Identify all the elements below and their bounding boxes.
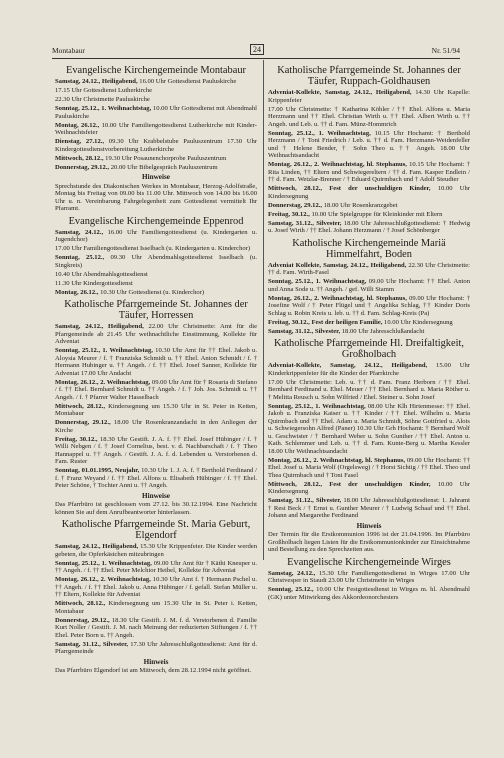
service-entry — [55, 560, 257, 575]
entry-date: Freitag, 30.12., — [55, 435, 98, 443]
entry-text: 10.30 Uhr Gottesdienst (u. Kinderchor) — [98, 288, 205, 296]
entry-date: Montag, 26.12., 2. Weihnachtstag, hl. Stephanus, — [268, 161, 407, 168]
entry-date: Sonntag, 25.12., 1. Weihnachtstag, — [268, 278, 367, 285]
entry-date: Mittwoch, 28.12., — [55, 154, 104, 162]
service-entry — [268, 220, 470, 235]
entry-date: Sonntag, 25.12., 1. Weihnachtstag, — [268, 402, 366, 410]
service-entry — [55, 419, 257, 434]
entry-text: 09.30 Uhr Krabbelstube Pauluszentrum 17.30 Uhr Kindergottesdienstvorbereitung Lutherkirche — [55, 138, 257, 153]
service-entry — [55, 245, 257, 253]
parish-section — [55, 216, 257, 297]
service-entry — [55, 576, 257, 599]
entry-date: Sonntag, 25.12., — [268, 586, 314, 593]
entry-text: 18.30 Uhr Gestift. J. M. f. d. Verstorbenen d. Familie Kurt Noller / Gestift. J. M. nach Meinung der reduzierten Stiftungen / f. †† Ehel. Peter Born u. †† Angeh. — [55, 616, 257, 639]
entry-text: 10.30 Uhr Amt für †† Ehel. Jakob u. Aloysia Meurer / f. † Franziska Schmidt u. †† Ehel. Anton Schmidt / f. † Hermann Hubinger u. †† Angeh. / f. †† Ehel. Josef Sanner, Kollekte für Adveniat 17.00 Uhr Andacht — [55, 347, 257, 377]
notice-text: Sprechstunde des Diakonischen Werkes in Montabaur, Herzog-Adolfstraße, Montag bis Freitag von 09.00 bis 11.00 Uhr. Mittwoch von 14.00 bis 16.00 Uhr u. n. Vereinbarung Fahrgelegenheit zum Gottesdienst vermittelt Ihr Pfarramt. — [55, 182, 257, 212]
entry-date: Sonntag, 25.12., — [55, 254, 105, 261]
parish-section — [268, 338, 470, 554]
entry-text: 10.15 Uhr Hochamt: † Rita Linden, †† Eltern und Schwiegereltern / †† d. Fam. Kasper Endlein / †† d. Fam. Wetzlar-Brenner / † Eduard Quirmbach und † Adolf Steudter — [268, 161, 470, 183]
section-title: Evangelische Kirchengemeinde Eppenrod — [68, 215, 244, 227]
entry-date: Montag, 26.12., 2. Weihnachtstag, — [55, 378, 151, 386]
service-entry — [55, 271, 257, 279]
entry-date: Montag, 26.12., 2. Weihnachtstag, hl. Stephanus, — [268, 294, 407, 302]
service-entry — [55, 96, 257, 104]
entry-text: 09.00 Uhr Hochamt: †† Ehel. Anton und Anna Sode u. †† Angeh. / gef. Willi Stamm — [268, 278, 470, 293]
section-title: Katholische Pfarrgemeinde St. Maria Geburt, Elgendorf — [61, 519, 251, 541]
entry-text: Kindersegnung um 15.30 Uhr in St. Peter i. Ketten, Montabaur — [55, 600, 257, 615]
entry-text: 17.15 Uhr Gottesdienst Lutherkirche — [55, 87, 153, 94]
entry-date: Montag, 26.12., — [55, 288, 99, 296]
service-entry — [268, 262, 470, 277]
entry-date: Mittwoch, 28.12., — [55, 600, 106, 607]
page-number: 24 — [250, 44, 264, 55]
service-entry — [55, 280, 257, 288]
entry-date: Samstag, 31.12., Silvester, — [268, 327, 341, 335]
service-entry — [268, 457, 470, 480]
notice-title: Hinweis — [143, 657, 169, 666]
section-title: Evangelische Kirchengemeinde Montabaur — [65, 65, 247, 76]
service-entry — [55, 87, 257, 95]
entry-date: Samstag, 31.12., Silvester, — [55, 640, 129, 648]
entry-text: 17.30 Uhr Jahresschlußgottesdienst: Amt für d. Pfarrgemeinde — [55, 640, 257, 655]
entry-text: 17.00 Uhr Familiengottesdienst Isselbach (u. Kindergarten u. Kinderchor) — [55, 245, 251, 252]
entry-text: 10.00 Uhr Gottesdienst mit Abendmahl Pauluskirche — [55, 105, 257, 120]
entry-text: 22.30 Uhr Christmette: †† d. Fam. Wirth-Fasel — [268, 261, 470, 276]
notice-text: Das Pfarrbüro Elgendorf ist am Mittwoch, dem 28.12.1994 nicht geöffnet. — [55, 667, 252, 674]
service-entry — [55, 436, 257, 466]
entry-date: Mittwoch, 28.12., Fest der unschuldigen Kinder, — [268, 480, 431, 488]
entry-text: 22.00 Uhr Christmette: Amt für die Pfarrgemeinde ab 21.45 Uhr weihnachtliche Einstimmung, Kollekte für Adveniat — [55, 323, 257, 345]
entry-date: Donnerstag, 29.12., — [55, 616, 110, 624]
parish-section — [55, 519, 257, 675]
parish-section — [268, 238, 470, 336]
parish-section — [55, 65, 257, 213]
entry-date: Samstag, 31.12., Silvester, — [268, 497, 342, 504]
entry-text: 11.30 Uhr Kindergottesdienst — [55, 279, 133, 287]
entry-date: Sonntag, 25.12., 1. Weihnachtstag, — [55, 105, 152, 112]
section-title: Katholische Pfarrgemeinde Hl. Dreifaltigkeit, Großholbach — [274, 338, 464, 360]
service-entry — [55, 379, 257, 402]
section-title: Katholische Kirchengemeinde Mariä Himmelfahrt, Boden — [292, 237, 446, 260]
entry-date: Adveniat Kollekte, Samstag, 24.12., Heiligabend, — [268, 261, 407, 269]
service-entry — [55, 467, 257, 490]
entry-date: Mittwoch, 28.12., Fest der unschuldigen Kinder, — [268, 185, 431, 192]
entry-date: Samstag, 24.12., Heiligabend, — [55, 78, 138, 85]
notice-title: Hinweise — [142, 173, 170, 181]
parish-section — [268, 557, 470, 602]
service-entry — [55, 617, 257, 640]
entry-date: Sonntag, 01.01.1995, Neujahr, — [55, 467, 140, 474]
service-entry — [55, 155, 257, 163]
entry-text: 10.00 Uhr Familiengottesdienst Lutherkirche mit Kinder-Weihnachtsfeier — [55, 121, 257, 136]
entry-date: Montag, 26.12., — [55, 121, 100, 129]
entry-date: Adveniat-Kollekte, Samstag, 24.12., Heiligabend, — [268, 89, 412, 96]
service-entry — [55, 323, 257, 346]
entry-text: Kindersegnung um 15.30 Uhr in St. Peter in Ketten, Montabaur — [55, 402, 257, 417]
service-entry — [55, 600, 257, 615]
entry-text: 18.00 Uhr Jahresschlußgottesdienst: † Hedwig u. Josef Wirth / †† Ehel. Johann Herzmann / † Josef Schönberger — [268, 219, 470, 234]
entry-text: 20.00 Uhr Bibelgespräch Pauluszentrum — [109, 163, 218, 171]
entry-date: Donnerstag, 29.12., — [268, 201, 323, 209]
entry-date: Samstag, 24.12., Heiligabend, — [55, 323, 144, 330]
service-entry — [55, 138, 257, 153]
entry-text: 10.40 Uhr Abendmahlsgottesdienst — [55, 270, 148, 278]
entry-text: 18.00 Uhr Jahresschlußgottesdienst: 1. Jahramt † Resi Beck / † Ernst u. Gunther Meurer / † Ludwig Schaaf und †† Ehel. Johann and Margarethe Ferdinand — [268, 497, 470, 519]
service-entry — [268, 89, 470, 104]
entry-text: 10.30 Uhr 1. J. A. f. † Berthold Ferdinand / f. † Franz Weyand / f. †† Ehel. Alfons u. Elisabeth Hübinger / f. †† Ehel. Peter Schöne, † Tochter Anni u. †† Angeh. — [55, 467, 257, 489]
header-rule — [52, 58, 460, 59]
section-title: Evangelische Kirchengemeinde Wirges — [287, 556, 451, 568]
entry-date: Montag, 26.12., 2. Weihnachtstag, hl. Stephanus, — [268, 456, 406, 464]
entry-text: 09.00 Uhr Hochamt: † Josefine Wolf / † Peter Flügel und † Angelika Schlag, †† Kinder Doris Schlag u. Robin Kreis u. leb. u. †† d. Fam. Schlag-Kreis (Pa) — [268, 294, 470, 317]
service-entry — [55, 229, 257, 244]
entry-text: 09.00 Uhr Amt für † Rosaria di Stefano / f. †† Ehel. Bernhard Schmidt u. †† Angeh. / f. † Joh. Jos. Schmidt u. †† Angeh. / f. † Pfarrer Walter Hasselbach — [55, 378, 257, 401]
entry-text: 10.15 Uhr Hochamt: † Berthold Herzmann / † Toni Friedrich / Leb. u. †† d. Fam. Herzmann-Weidenfeller und † Helene Bender, † Sohn Theo u. †† Angeh. 18.00 Uhr Weihnachtsandacht — [268, 129, 470, 159]
entry-text: 10.30 Uhr Amt f. † Hermann Pschel u. †† Angeh. / f. †† Ehel. Jakob u. Anna Hübinger / f. gefall. Stefan Müller u. †† Eltern, Kollekte für Adveniat — [55, 576, 257, 598]
entry-text: 10.00 Uhr Festgottesdienst in Wirges m. hl. Abendmahl (GK) unter Mitwirkung des Akkordeonorchesters — [268, 586, 470, 601]
entry-date: Freitag, 30.12., — [268, 210, 310, 218]
entry-date: Sonntag, 25.12., 1. Weihnachtstag, — [55, 347, 153, 354]
parish-section — [55, 299, 257, 516]
entry-text: 10.00 Uhr Kindersegnung — [382, 318, 453, 326]
service-entry — [268, 328, 470, 336]
entry-text: 22.30 Uhr Christmette Pauluskirche — [55, 96, 150, 103]
section-title: Katholische Pfarrgemeinde St. Johannes der Täufer, Ruppach-Goldhausen — [277, 65, 461, 87]
notice-text: Der Termin für die Erstkommunion 1996 ist der 21.04.1996. Im Pfarrbüro Großholbach liegen Listen für die Erstkommunionkinder zur Einsichtnahme und Bestellung zu den Sprechzeiten aus. — [268, 531, 470, 553]
entry-text: 08.00 Uhr Klh Hirtenmesse: †† Ehel. Jakob u. Franziska Kaiser u. †† Kinder / †† Ehel. Wilhelm u. Maria Quirmbach und †† Ehel. Adam u. Maria Schmidt, Söhne Gottfried u. Alois u. Schwiegersohn Alfred (Paner) 10.30 Uhr Grh Hochamt: † Bernhard Wolf u. Geschwister / † Bernhard Weber u. Sohn Gunther / †† Ehel. Anton u. Kath. Schlemmer und Leb. u. †† d. Fam. Kunte-Berg u. Martha Kessler 18.00 Uhr Weihnachtsandacht — [268, 402, 470, 455]
entry-text: 15.00 Uhr Kinderkrippenfeier für die Kinder der Pfarrkirche — [268, 362, 470, 377]
service-entry — [268, 379, 470, 402]
entry-text: 10.00 Uhr Kindersegnung — [268, 480, 470, 495]
notice-text: Das Pfarrbüro ist geschlossen vom 27.12. bis 30.12.1994. Eine Nachricht können Sie auf dem Anrufbeantworter hinterlassen. — [55, 501, 257, 516]
entry-text: 10.00 Uhr Spielgruppe für Kleinkinder mit Eltern — [309, 210, 443, 218]
header-left: Montabaur — [52, 46, 85, 55]
entry-date: Donnerstag, 29.12., — [55, 163, 110, 171]
entry-text: 19.30 Uhr Posaunenchorprobe Pauluszentrum — [103, 154, 227, 162]
service-entry — [268, 106, 470, 129]
service-entry — [55, 164, 257, 172]
entry-text: 14.30 Uhr Kapelle: Krippenfeier — [268, 89, 470, 104]
entry-text: 18.00 Uhr Jahresschlußandacht — [340, 327, 425, 335]
service-entry — [55, 289, 257, 297]
entry-date: Mittwoch, 28.12., — [55, 402, 105, 410]
entry-text: 10.00 Uhr Kindersegnung — [268, 185, 470, 200]
entry-text: 09.00 Uhr Hochamt: †† Ehel. Josef u. Maria Wolf (Orgelsweg) / † Horst Sichtig / †† Ehel. Theo und Thea Quirmbach und † Toni Fasel — [268, 456, 470, 479]
entry-text: 09.30 Uhr Abendmahlsgottesdienst Isselbach (u. Singkreis) — [55, 254, 257, 269]
entry-text: 16.00 Uhr Familiengottesdienst (u. Kindergarten u. Jugendchor) — [55, 228, 257, 243]
entry-text: 16.00 Uhr Gottesdienst Pauluskirche — [137, 78, 237, 85]
notice-title: Hinweis — [356, 521, 382, 530]
service-entry — [55, 403, 257, 418]
entry-date: Samstag, 24.12., Heiligabend, — [55, 543, 139, 550]
entry-text: 18.30 Uhr Gestift. J. A. f. †† Ehel. Josef Hübinger / f. † Willi Nebgen / f. † Josef Cornelius, best. v. d. Nachbarschaft / f. † Theo Hannappel u. †† Angeh. / Gestift. J. A. f. d. Lebenden u. Verstorbenen d. Fam. Ruster — [55, 435, 257, 465]
left-column — [55, 62, 257, 682]
service-entry — [268, 570, 470, 585]
service-entry — [268, 130, 470, 160]
service-entry — [268, 161, 470, 184]
service-entry — [55, 122, 257, 137]
service-entry — [268, 211, 470, 219]
entry-date: Sonntag, 25.12., 1. Weihnachtstag, — [55, 559, 152, 567]
service-entry — [268, 278, 470, 293]
issue-number: Nr. 51/94 — [431, 46, 460, 55]
service-entry — [268, 497, 470, 520]
service-entry — [55, 543, 257, 558]
service-entry — [55, 347, 257, 377]
service-entry — [268, 295, 470, 318]
entry-text: 09.00 Uhr Amt für † Käthi Kneuper u. †† Angeh. / f. †† Ehel. Peter Melchior Heibel, Kollekte für Adveniat — [55, 559, 257, 574]
entry-date: Adveniat-Kollekte, Samstag, 24.12., Heiligabend, — [268, 362, 428, 369]
entry-text: 15.30 Uhr Familiengottesdienst in Wirges 17.00 Uhr Christvesper in Staudt 23.00 Uhr Christmette in Wirges — [268, 569, 470, 584]
parish-section — [268, 65, 470, 235]
service-entry — [268, 202, 470, 210]
entry-date: Samstag, 31.12., Silvester, — [268, 219, 342, 227]
service-entry — [55, 105, 257, 120]
service-entry — [268, 185, 470, 200]
right-column — [268, 62, 470, 662]
page-header — [52, 45, 460, 57]
entry-date: Sonntag, 25.12., 1. Weihnachtstag, — [268, 129, 371, 137]
entry-text: 17.00 Uhr Christmette: Leb. u. †† d. Fam. Franz Herborn / †† Ehel. Bernhard Ferdinand u. Ehel. Meuer / †† Ehel. Bernhard u. Maria Röther u. † Melitta Reusch u. Sohn Wilfried / Ehel. Steiner u. Sohn Josef — [268, 378, 470, 401]
service-entry — [55, 254, 257, 269]
service-entry — [268, 481, 470, 496]
entry-text: 17.00 Uhr Christmette: † Katharina Köhler / †† Ehel. Alfons u. Maria Herzmann und †† Ehel. Christian Wirth u. †† Ehel. Albert Wirth u. †† Angeh. und Leb. u. †† d. Fam. Münz-Hommrich — [268, 105, 470, 128]
entry-date: Samstag, 24.12., — [55, 228, 104, 236]
entry-text: 18.00 Uhr Rosenkranzgebet — [322, 201, 398, 209]
service-entry — [268, 319, 470, 327]
entry-date: Dienstag, 27.12., — [55, 138, 105, 145]
entry-date: Montag, 26.12., 2. Weihnachtstag, — [55, 576, 151, 583]
entry-text: 18.00 Uhr Rosenkranzandacht in den Anliegen der Kirche — [55, 419, 257, 434]
entry-date: Donnerstag, 29.12., — [55, 419, 111, 426]
service-entry — [268, 362, 470, 377]
entry-date: Samstag, 24.12., — [268, 569, 316, 577]
service-entry — [55, 78, 257, 86]
service-entry — [268, 403, 470, 456]
notice-title: Hinweise — [142, 491, 170, 500]
column-divider — [263, 60, 264, 560]
service-entry — [55, 641, 257, 656]
entry-date: Freitag, 30.12., Fest der heiligen Familie, — [268, 318, 383, 326]
entry-text: 15.30 Uhr Krippenfeier. Die Kinder werden gebeten, die Opferkästchen mitzubringen — [55, 543, 257, 558]
section-title: Katholische Pfarrgemeinde St. Johannes der Täufer, Horressen — [64, 299, 248, 321]
service-entry — [268, 586, 470, 601]
